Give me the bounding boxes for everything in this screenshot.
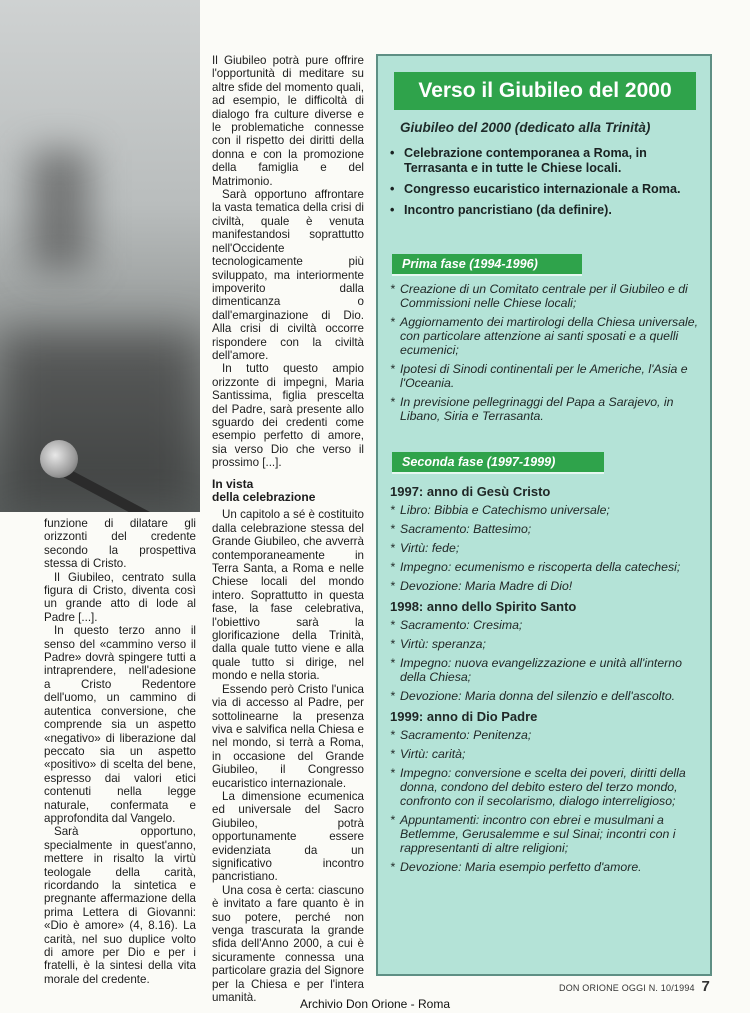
page-number: 7 (701, 978, 710, 995)
year-heading-1999: 1999: anno di Dio Padre (390, 709, 538, 724)
paragraph: funzione di dilatare gli orizzonti del credente secondo la prospettiva stessa di Cristo. (44, 517, 196, 571)
paragraph: Il Giubileo potrà pure offrire l'opportunità di meditare su altre sfide del momento quali, ad esempio, le difficoltà di dialogo fra culture diverse e le problematiche connesse con il rispetto dei diritti della donna e con la promozione della famiglia e del Matrimonio. (212, 54, 364, 188)
photo-blur (30, 150, 90, 270)
page-footer (559, 978, 710, 995)
phase-2-label: Seconda fase (1997-1999) (392, 452, 604, 474)
section-heading-line1: In vista (212, 476, 254, 491)
microphone-photo (0, 0, 200, 512)
main-items-list (390, 146, 702, 224)
list-item: * Impegno: conversione e scelta dei poveri, diritti della donna, condono del debito estero del terzo mondo, confronto con il secolarismo, dialogo interreligioso; (390, 766, 704, 808)
magazine-issue: DON ORIONE OGGI N. 10/1994 (559, 983, 695, 993)
list-item: * Ipotesi di Sinodi continentali per le Americhe, l'Asia e l'Oceania. (390, 362, 704, 390)
list-item: * Impegno: nuova evangelizzazione e unità all'interno della Chiesa; (390, 656, 704, 684)
paragraph: La dimensione ecumenica ed universale del Sacro Giubileo, potrà opportunamente essere evidenziata da un significativo incontro pancristiano. (212, 789, 364, 884)
paragraph: In questo terzo anno il senso del «cammino verso il Padre» dovrà spingere tutti a intraprendere, nell'adesione a Cristo Redentore dell'uomo, un cammino di autentica conversione, che comprende sia un aspetto «negativo» di liberazione dal peccato sia un aspetto «positivo» di scelta del bene, espresso dai valori etici contenuti nella legge naturale, confermata e approfondita dal Vangelo. (44, 624, 196, 825)
list-item: * Libro: Bibbia e Catechismo universale; (390, 503, 704, 517)
list-item: * Impegno: ecumenismo e riscoperta della catechesi; (390, 560, 704, 574)
list-item: • Celebrazione contemporanea a Roma, in Terrasanta e in tutte le Chiese locali. (390, 146, 702, 176)
paragraph: Sarà opportuno, specialmente in quest'anno, mettere in risalto la virtù teologale della carità, ricordando la sintetica e pregnante affermazione della prima Lettera di Giovanni: «Dio è amore» (4, 8.16). La carità, nel suo duplice volto di amore per Dio e per i fratelli, è la sintesi della vita morale del credente. (44, 825, 196, 986)
jubilee-sidebar-box (376, 54, 712, 976)
phase-2-list (390, 484, 704, 879)
list-item: * Virtù: carità; (390, 747, 704, 761)
phase-1-label: Prima fase (1994-1996) (392, 254, 582, 276)
list-item: * Devozione: Maria esempio perfetto d'amore. (390, 860, 704, 874)
photo-blur (0, 330, 200, 510)
microphone-head (40, 440, 78, 478)
paragraph: Una cosa è certa: ciascuno è invitato a fare quanto è in suo potere, perché non venga trascurata la grande sfida dell'Anno 2000, a cui è sicuramente connessa una particolare grazia del Signore per la Chiesa e per l'intera umanità. (212, 883, 364, 1005)
list-item: * Sacramento: Cresima; (390, 618, 704, 632)
box-title: Verso il Giubileo del 2000 (394, 72, 696, 110)
year-heading-1998: 1998: anno dello Spirito Santo (390, 599, 577, 614)
paragraph: Sarà opportuno affrontare la vasta tematica della crisi di civiltà, quale è venuta manifestandosi soprattutto nell'Occidente tecnologicamente più sviluppato, ma interiormente impoverito dalla dimenticanza o dall'emarginazione di Dio. Alla crisi di civiltà occorre rispondere con la civiltà dell'amore. (212, 188, 364, 362)
box-subtitle: Giubileo del 2000 (dedicato alla Trinità) (400, 120, 651, 135)
list-item: * Aggiornamento dei martirologi della Chiesa universale, con particolare attenzione ai santi sposati e a quelli ecumenici; (390, 315, 704, 357)
list-item: * In previsione pellegrinaggi del Papa a Sarajevo, in Libano, Siria e Terrasanta. (390, 395, 704, 423)
article-column-1 (44, 517, 196, 986)
list-item: • Incontro pancristiano (da definire). (390, 203, 702, 218)
paragraph: Il Giubileo, centrato sulla figura di Cristo, diventa così un grande atto di lode al Padre [...]. (44, 570, 196, 624)
year-heading-1997: 1997: anno di Gesù Cristo (390, 484, 551, 499)
list-item: * Devozione: Maria donna del silenzio e dell'ascolto. (390, 689, 704, 703)
paragraph: In tutto questo ampio orizzonte di impegni, Maria Santissima, figlia prescelta del Padre, sarà presente allo sguardo dei credenti come esempio perfetto di amore, sia verso Dio che verso il prossimo [...]. (212, 362, 364, 470)
list-item: * Sacramento: Battesimo; (390, 522, 704, 536)
list-item: * Virtù: fede; (390, 541, 704, 555)
list-item: • Congresso eucaristico internazionale a Roma. (390, 182, 702, 197)
list-item: * Appuntamenti: incontro con ebrei e musulmani a Betlemme, Gerusalemme e sul Sinai; incontri con i rappresentanti di altre religioni; (390, 813, 704, 855)
archive-caption: Archivio Don Orione - Roma (299, 997, 451, 1011)
paragraph: Essendo però Cristo l'unica via di accesso al Padre, per sottolinearne la presenza viva e salvifica nella Chiesa e nel mondo, si terrà a Roma, in occasione del Grande Giubileo, il Congresso eucaristico internazionale. (212, 682, 364, 790)
article-column-2 (212, 54, 364, 1004)
list-item: * Virtù: speranza; (390, 637, 704, 651)
list-item: * Creazione di un Comitato centrale per il Giubileo e di Commissioni nelle Chiese locali; (390, 282, 704, 310)
list-item: * Devozione: Maria Madre di Dio! (390, 579, 704, 593)
paragraph: Un capitolo a sé è costituito dalla celebrazione stessa del Grande Giubileo, che avverrà contemporaneamente in Terra Santa, a Roma e nelle Chiese locali del mondo intero. Soprattutto in questa fase, la fase celebrativa, l'obiettivo sarà la glorificazione della Trinità, dalla quale tutto viene e alla quale tutto si dirige, nel mondo e nella storia. (212, 508, 364, 683)
phase-1-list (390, 282, 704, 428)
section-heading-line2: della celebrazione (212, 490, 316, 504)
list-item: * Sacramento: Penitenza; (390, 728, 704, 742)
section-heading (212, 478, 364, 505)
